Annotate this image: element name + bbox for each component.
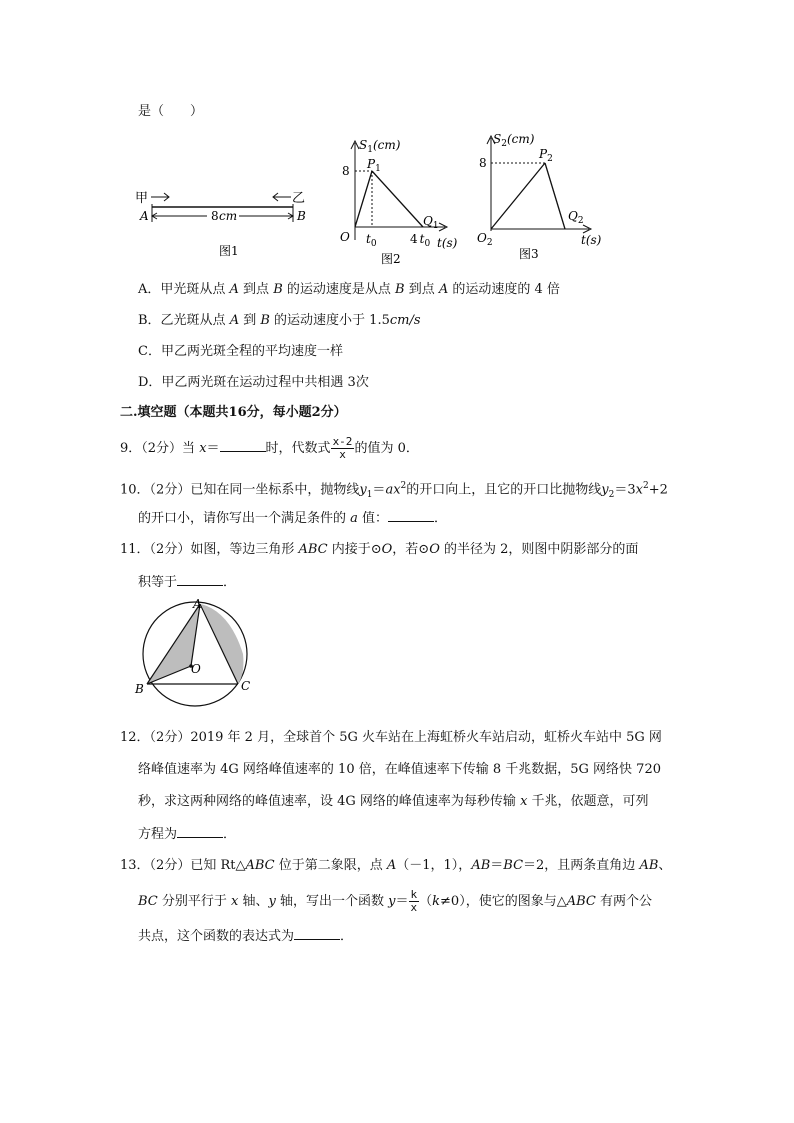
- fig3-unit: (cm): [506, 132, 535, 146]
- fig1-jia: 甲: [135, 191, 149, 206]
- fig2-origin: O: [340, 230, 350, 244]
- svg-text:t0: [366, 232, 377, 249]
- question-12-line-3: 秒，求这两种网络的峰值速率，设 4G 网络的峰值速率为每秒传输 x 千兆，依题意，可列: [138, 794, 649, 809]
- fig2-four: 4: [410, 232, 418, 246]
- fig2-p: P: [367, 157, 376, 171]
- fig3-p-sub: 2: [547, 154, 553, 164]
- option-a: A．甲光斑从点 A 到点 B 的运动速度是从点 B 到点 A 的运动速度的 4 倍: [138, 282, 560, 297]
- fig2-t0-sub: 0: [370, 239, 377, 249]
- fig2-t0b: t: [419, 232, 425, 246]
- question-10-line-2: 的开口小，请你写出一个满足条件的 a 值： ．: [138, 511, 448, 526]
- question-13-line-3: 共点，这个函数的表达式为 ．: [138, 929, 354, 944]
- q10-answer-blank[interactable]: [388, 509, 434, 522]
- q9-fraction: $\frac{x-2}{x}$: [332, 435, 353, 461]
- q11-answer-blank[interactable]: [177, 573, 223, 586]
- q9-answer-blank[interactable]: [220, 439, 266, 452]
- figure-2: [335, 135, 465, 270]
- fig3-origin-sub: 2: [486, 238, 493, 248]
- figure-3: [473, 128, 613, 268]
- fig3-s: S: [493, 132, 502, 146]
- svg-text:Q1: [423, 214, 439, 231]
- fig2-q: Q: [423, 214, 433, 228]
- fig2-s-sub: 1: [367, 145, 373, 155]
- svg-text:P2: [538, 147, 553, 164]
- fig2-line-up: [355, 171, 372, 227]
- option-b: B．乙光斑从点 A 到 B 的运动速度小于 1.5cm/s: [138, 313, 421, 328]
- question-13-line-1: 13．（2分）已知 Rt△ABC 位于第二象限，点 A（－1，1），AB＝BC＝2，且两条直角边 AB、: [120, 858, 672, 873]
- fig3-s-sub: 2: [501, 139, 507, 149]
- svg-text:O2: [477, 231, 493, 248]
- fig3-t-axis: t(s): [581, 233, 602, 247]
- q11-label-c: C: [241, 679, 251, 693]
- question-11-line-2: 积等于 ．: [138, 575, 237, 590]
- fig1-dist-unit: cm: [219, 209, 238, 223]
- q13-fraction: $\frac{k}{x}$: [410, 888, 418, 914]
- figure-1: [135, 180, 305, 270]
- fig3-q: Q: [568, 209, 578, 223]
- fig3-line-up: [491, 163, 545, 229]
- fig3-p: P: [539, 147, 548, 161]
- fig3-origin: O: [477, 231, 487, 245]
- fig1-caption: 图1: [219, 244, 239, 258]
- svg-text:4t0: [410, 232, 430, 249]
- fig2-eight: 8: [342, 164, 350, 178]
- q11-label-b: B: [135, 682, 144, 696]
- fig2-t-axis: t(s): [437, 236, 458, 250]
- fig3-q-sub: 2: [577, 216, 584, 226]
- section-2-heading: 二.填空题（本题共16分，每小题2分）: [120, 405, 347, 420]
- question-12-line-1: 12．（2分）2019 年 2 月，全球首个 5G 火车站在上海虹桥火车站启动，虹桥火车站中 5G 网: [120, 730, 662, 745]
- fig2-line-down: [372, 171, 423, 227]
- question-11-line-1: 11．（2分）如图，等边三角形 ABC 内接于⊙O，若⊙O 的半径为 2，则图中阴影部分的面: [120, 542, 639, 557]
- q12-answer-blank[interactable]: [177, 825, 223, 838]
- q11-circle-figure: [135, 596, 260, 701]
- fig2-t0: t: [366, 232, 371, 246]
- option-d: D．甲乙两光斑在运动过程中共相遇 3次: [138, 375, 369, 390]
- question-12-line-4: 方程为 ．: [138, 827, 237, 842]
- fig2-unit: (cm): [372, 138, 401, 152]
- fig1-dist-num: 8: [211, 209, 219, 223]
- fig3-eight: 8: [479, 156, 487, 170]
- q11-label-o: O: [191, 662, 201, 676]
- fig1-yi: 乙: [292, 191, 306, 206]
- svg-text:S1(cm): [359, 138, 401, 155]
- fig1-label-a: A: [140, 209, 149, 223]
- fig2-caption: 图2: [381, 252, 401, 266]
- question-9: 9．（2分）当 x＝ 时，代数式 $\frac{x-2}{x}$ 的值为 0．: [120, 435, 419, 461]
- q11-shaded-right: [201, 604, 243, 684]
- q8-tail: 是（ ）: [138, 104, 204, 119]
- q11-label-a: A: [193, 597, 202, 611]
- question-12-line-2: 络峰值速率为 4G 网络峰值速率的 10 倍，在峰值速率下传输 8 千兆数据，5G 网络快 720: [138, 762, 661, 777]
- fig3-line-down: [545, 163, 565, 229]
- svg-text:S2(cm): [493, 132, 535, 149]
- svg-text:Q2: [568, 209, 584, 226]
- fig2-q-sub: 1: [432, 221, 439, 231]
- fig2-p-sub: 1: [375, 164, 381, 174]
- fig2-t0b-sub: 0: [424, 239, 431, 249]
- q13-answer-blank[interactable]: [294, 927, 340, 940]
- fig3-caption: 图3: [519, 247, 539, 261]
- fig1-label-b: B: [297, 209, 306, 223]
- fig2-s: S: [359, 138, 368, 152]
- option-c: C．甲乙两光斑全程的平均速度一样: [138, 344, 343, 359]
- question-13-line-2: BC 分别平行于 x 轴、y 轴，写出一个函数 y＝ $\frac{k}{x}$ （k≠0），使它的图象与△ABC 有两个公: [138, 888, 652, 914]
- question-10-line-1: 10．（2分）已知在同一坐标系中，抛物线$y_1=ax^2$的开口向上，且它的开口比抛物线$y_2=3x^2+2$: [120, 481, 668, 500]
